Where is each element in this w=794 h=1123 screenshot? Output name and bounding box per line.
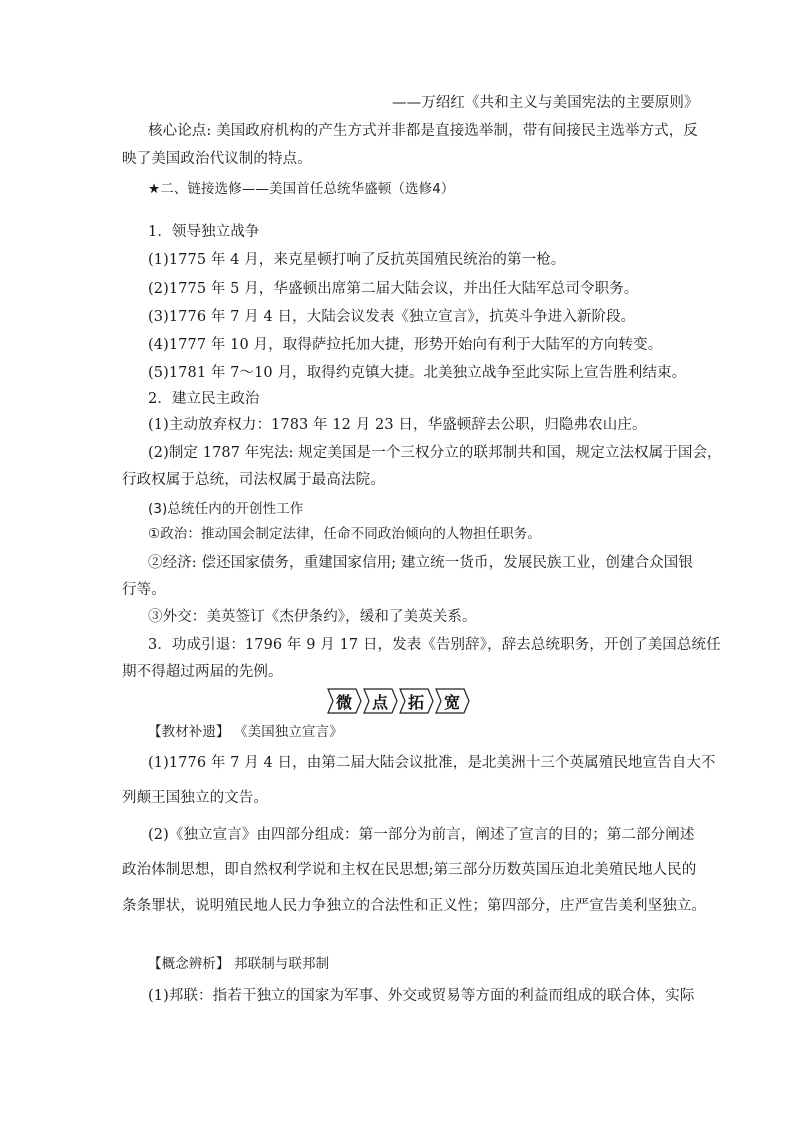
democracy-item-2-line-1: (2)制定 1787 年宪法: 规定美国是一个三权分立的联邦制共和国，规定立法权属于国会，	[148, 445, 722, 461]
banner-tile: 点	[358, 688, 398, 714]
banner-tile: 宽	[430, 688, 470, 714]
war-item-3: (3)1776 年 7 月 4 日，大陆会议发表《独立宣言》，抗英斗争进入新阶段。	[148, 309, 636, 325]
section-banner	[322, 686, 466, 716]
supplement-item-2-line-2: 政治体制思想，即自然权利学说和主权在民思想;第三部分历数英国压迫北美殖民地人民的	[122, 862, 697, 878]
creative-work-economy-line-2: 行等。	[122, 582, 166, 598]
war-item-5: (5)1781 年 7～10 月，取得约克镇大捷。北美独立战争至此实际上宣告胜利结束。	[148, 365, 687, 381]
concept-heading: 【概念辨析】 邦联制与联邦制	[148, 956, 330, 972]
citation: ——万绍红《共和主义与美国宪法的主要原则》	[392, 95, 699, 111]
banner-tile: 微	[322, 688, 362, 714]
supplement-item-2-line-3: 条条罪状，说明殖民地人民力争独立的合法性和正义性；第四部分，庄严宣告美利坚独立。	[122, 898, 706, 914]
democracy-item-3: (3)总统任内的开创性工作	[148, 501, 304, 517]
core-argument-line-1: 核心论点: 美国政府机构的产生方式并非都是直接选举制，带有间接民主选举方式，反	[148, 123, 698, 139]
heading-war: 1．领导独立战争	[148, 224, 260, 240]
creative-work-economy-line-1: ②经济: 偿还国家债务，重建国家信用; 建立统一货币，发展民族工业，创建合众国银	[148, 555, 693, 571]
supplement-heading: 【教材补遗】 《美国独立宣言》	[148, 724, 343, 740]
supplement-item-1-line-1: (1)1776 年 7 月 4 日，由第二届大陆会议批准，是北美洲十三个英属殖民地宣告自大不	[148, 755, 716, 771]
retirement-line-2: 期不得超过两届的先例。	[122, 664, 283, 680]
supplement-item-1-line-2: 列颠王国独立的文告。	[122, 790, 268, 806]
core-argument-line-2: 映了美国政治代议制的特点。	[122, 151, 312, 167]
concept-item-1: (1)邦联：指若干独立的国家为军事、外交或贸易等方面的利益而组成的联合体，实际	[148, 988, 695, 1004]
heading-democracy: 2．建立民主政治	[148, 391, 260, 407]
creative-work-diplomacy: ③外交：美英签订《杰伊条约》，缓和了美英关系。	[148, 609, 477, 625]
war-item-2: (2)1775 年 5 月，华盛顿出席第二届大陆会议，并出任大陆军总司令职务。	[148, 281, 639, 297]
democracy-item-1: (1)主动放弃权力：1783 年 12 月 23 日，华盛顿辞去公职，归隐弗农山庄。	[148, 417, 647, 433]
war-item-1: (1)1775 年 4 月，来克星顿打响了反抗英国殖民统治的第一枪。	[148, 252, 566, 268]
retirement-line-1: 3．功成引退：1796 年 9 月 17 日，发表《告别辞》，辞去总统职务，开创了美国总统任	[148, 637, 721, 653]
democracy-item-2-line-2: 行政权属于总统，司法权属于最高法院。	[122, 472, 385, 488]
war-item-4: (4)1777 年 10 月，取得萨拉托加大捷，形势开始向有利于大陆军的方向转变。	[148, 337, 663, 353]
supplement-item-2-line-1: (2)《独立宣言》由四部分组成：第一部分为前言，阐述了宣言的目的；第二部分阐述	[148, 827, 695, 843]
creative-work-politics: ①政治：推动国会制定法律，任命不同政治倾向的人物担任职务。	[148, 526, 542, 542]
section-heading: ★二、链接选修——美国首任总统华盛顿（选修4）	[148, 181, 455, 197]
banner-tile: 拓	[394, 688, 434, 714]
